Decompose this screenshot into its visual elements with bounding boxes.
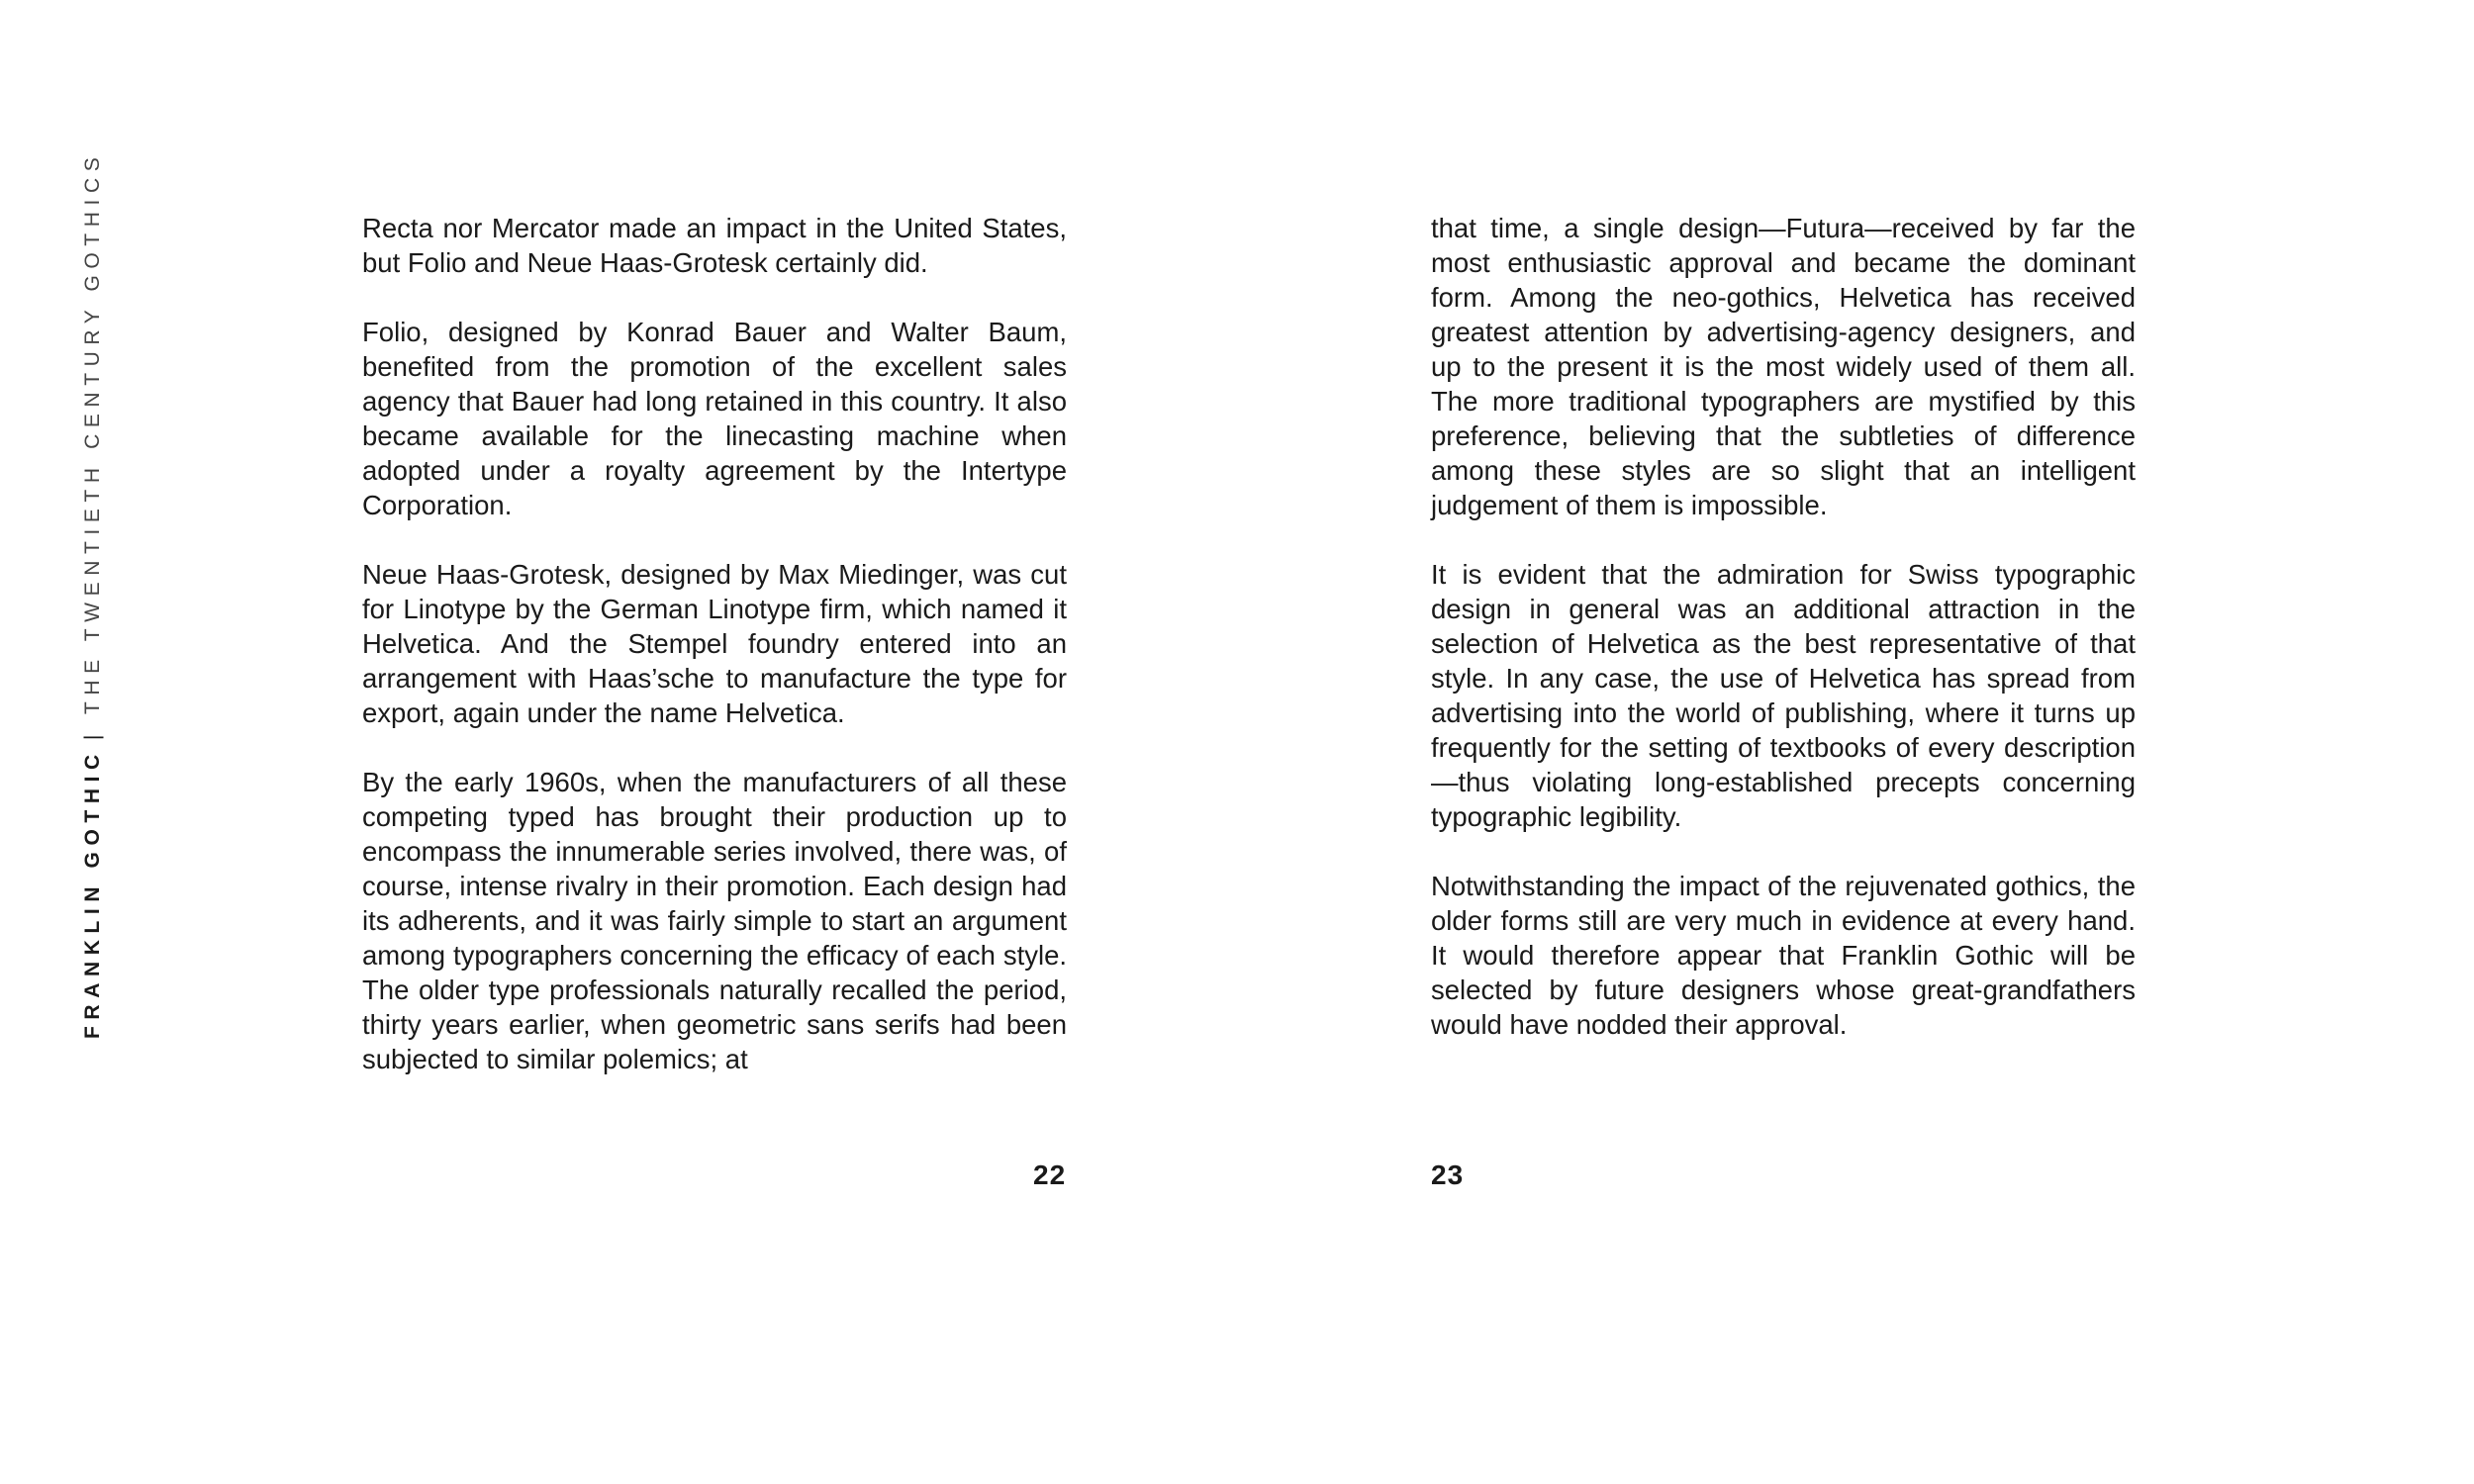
right-paragraph-3: Notwithstanding the impact of the rejuvenated gothics, the older forms still are very much in evidence at every hand. It would therefore appear that Franklin Gothic will be selected by future designers whose great-grandfathers would have nodded their approval. bbox=[1431, 871, 2136, 1040]
left-paragraph-4: By the early 1960s, when the manufacturers of all these competing typed has brought their production up to encompass the innumerable series involved, there was, of course, intense rivalry in their promotion. Each design had its adherents, and it was fairly simple to start an argument among typographers concerning the efficacy of each style. The older type professionals naturally recalled the period, thirty years earlier, when geometric sans serifs had been subjected to similar polemics; at bbox=[362, 767, 1067, 1074]
running-head-separator: | bbox=[81, 728, 104, 741]
right-page-text bbox=[1431, 211, 2136, 1042]
left-paragraph-1: Recta nor Mercator made an impact in the United States, but Folio and Neue Haas-Grotesk certainly did. bbox=[362, 213, 1067, 278]
left-page-number: 22 bbox=[1033, 1159, 1067, 1190]
right-paragraph-1: that time, a single design—Futura—received by far the most enthusiastic approval and became the dominant form. Among the neo-gothics, Helvetica has received greatest attention by advertising-agency designers, and up to the present it is the most widely used of them all. The more traditional typographers are mystified by this preference, believing that the subtleties of difference among these styles are so slight that an intelligent judgement of them is impossible. bbox=[1431, 213, 2136, 520]
running-head-title: FRANKLIN GOTHIC bbox=[81, 748, 104, 1039]
left-paragraph-3: Neue Haas-Grotesk, designed by Max Miedinger, was cut for Linotype by the German Linotype firm, which named it Helvetica. And the Stempel foundry entered into an arrangement with Haas’sche to manufacture the type for export, again under the name Helvetica. bbox=[362, 559, 1067, 728]
right-paragraph-2: It is evident that the admiration for Swiss typographic design in general was an additional attraction in the selection of Helvetica as the best representative of that style. In any case, the use of Helvetica has spread from advertising into the world of publishing, where it turns up frequently for the setting of textbooks of every description—thus violating long-established precepts concerning typographic legibility. bbox=[1431, 559, 2136, 832]
right-page-number: 23 bbox=[1431, 1159, 1465, 1190]
left-paragraph-2: Folio, designed by Konrad Bauer and Walter Baum, benefited from the promotion of the excellent sales agency that Bauer had long retained in this country. It also became available for the linecasting machine when adopted under a royalty agreement by the Intertype Corporation. bbox=[362, 317, 1067, 520]
left-page-text bbox=[362, 211, 1067, 1076]
running-head bbox=[81, 151, 105, 1039]
running-head-subtitle: THE TWENTIETH CENTURY GOTHICS bbox=[81, 150, 104, 715]
